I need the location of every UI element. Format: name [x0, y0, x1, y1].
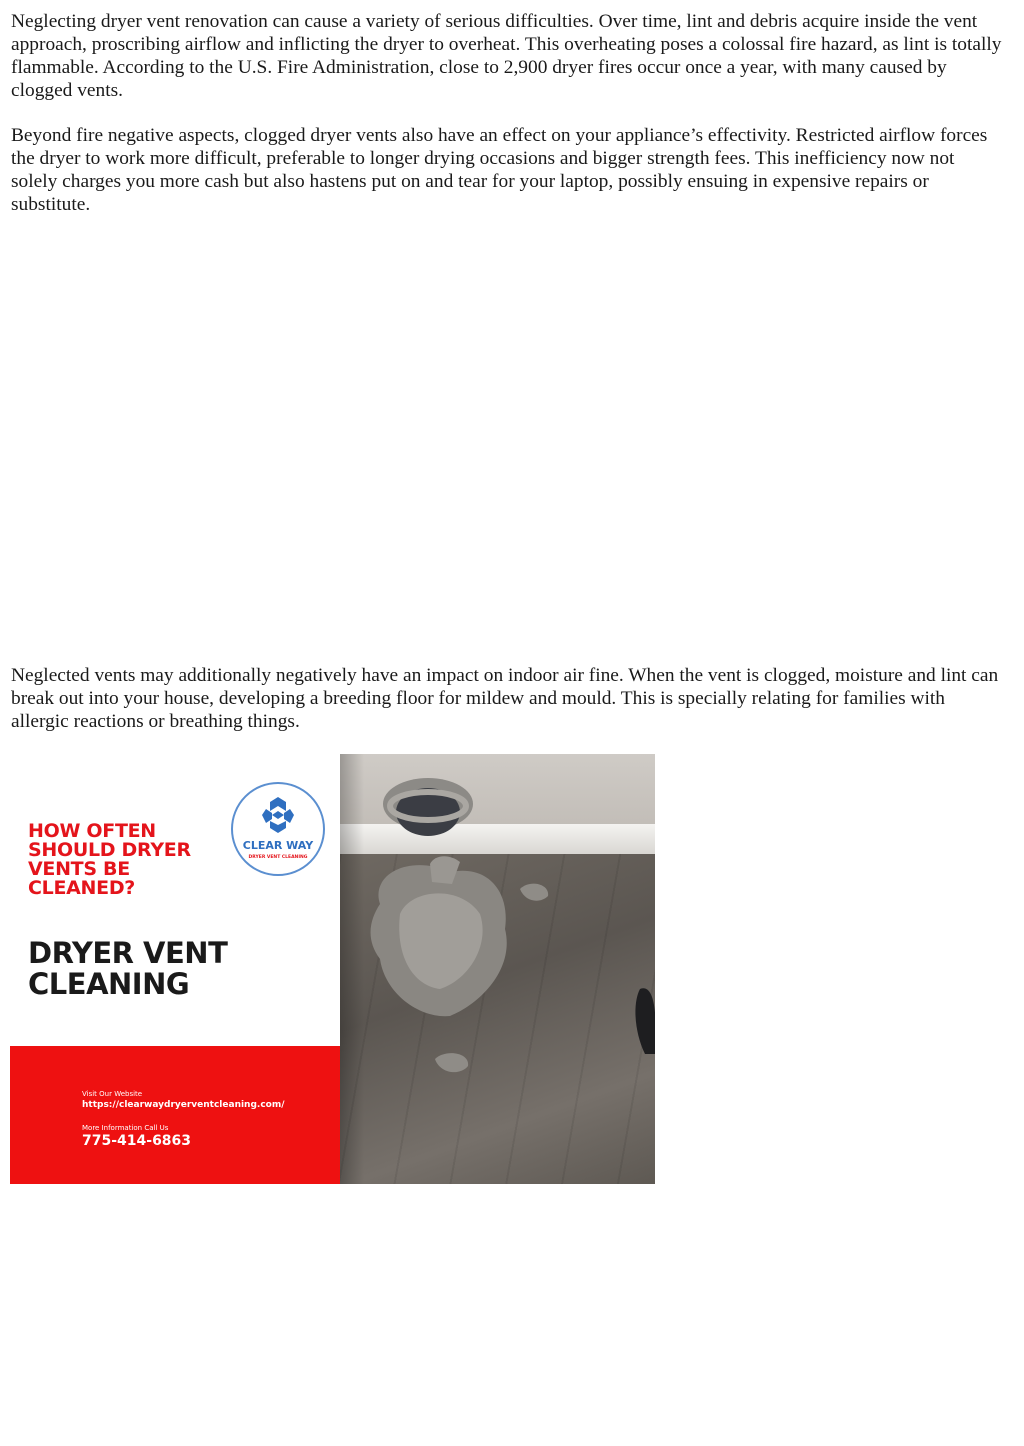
- website-url: https://clearwaydryerventcleaning.com/: [82, 1100, 285, 1110]
- clear-way-logo-icon: [229, 780, 327, 878]
- clogged-vent-photo: [340, 754, 655, 1184]
- ad-headline: HOW OFTEN SHOULD DRYER VENTS BE CLEANED?: [28, 820, 191, 899]
- photo-edge-shadow: [340, 754, 364, 1184]
- logo-name: CLEAR WAY: [242, 839, 314, 852]
- paragraph-fire-hazard: Neglecting dryer vent renovation can cause a variety of serious difficulties. Over time, lint and debris acquire inside the vent approach, proscribing airflow and inflicting the dryer to overheat. This overheating poses a colossal fire hazard, as lint is totally flammable. According to the U.S. Fire Administration, close to 2,900 dryer fires occur once a year, with many caused by clogged vents.: [11, 11, 1002, 101]
- ad-text-panel: [10, 754, 340, 1184]
- paragraph-efficiency: Beyond fire negative aspects, clogged dryer vents also have an effect on your appliance’s effectivity. Restricted airflow forces the dryer to work more difficult, preferable to longer drying occasions and bigger strength fees. This inefficiency now not solely charges you more cash but also hastens put on and tear for your laptop, possibly ensuing in expensive repairs or substitute.: [11, 125, 988, 215]
- ad-red-band: [10, 1046, 298, 1184]
- logo-tagline: DRYER VENT CLEANING: [248, 855, 308, 860]
- phone-number: 775-414-6863: [82, 1133, 192, 1149]
- ad-title: DRYER VENT CLEANING: [28, 936, 228, 1001]
- more-info-label: More Information Call Us: [82, 1124, 169, 1132]
- dryer-vent-ad-banner: [10, 754, 655, 1184]
- ad-red-band-edge: [296, 1046, 340, 1184]
- lint-pile-illustration: [340, 754, 655, 1184]
- paragraph-air-quality: Neglected vents may additionally negatively have an impact on indoor air fine. When the vent is clogged, moisture and lint can break out into your house, developing a breeding floor for mildew and mould. This is specially relating for families with allergic reactions or breathing things.: [11, 665, 999, 732]
- visit-label: Visit Our Website: [82, 1090, 143, 1098]
